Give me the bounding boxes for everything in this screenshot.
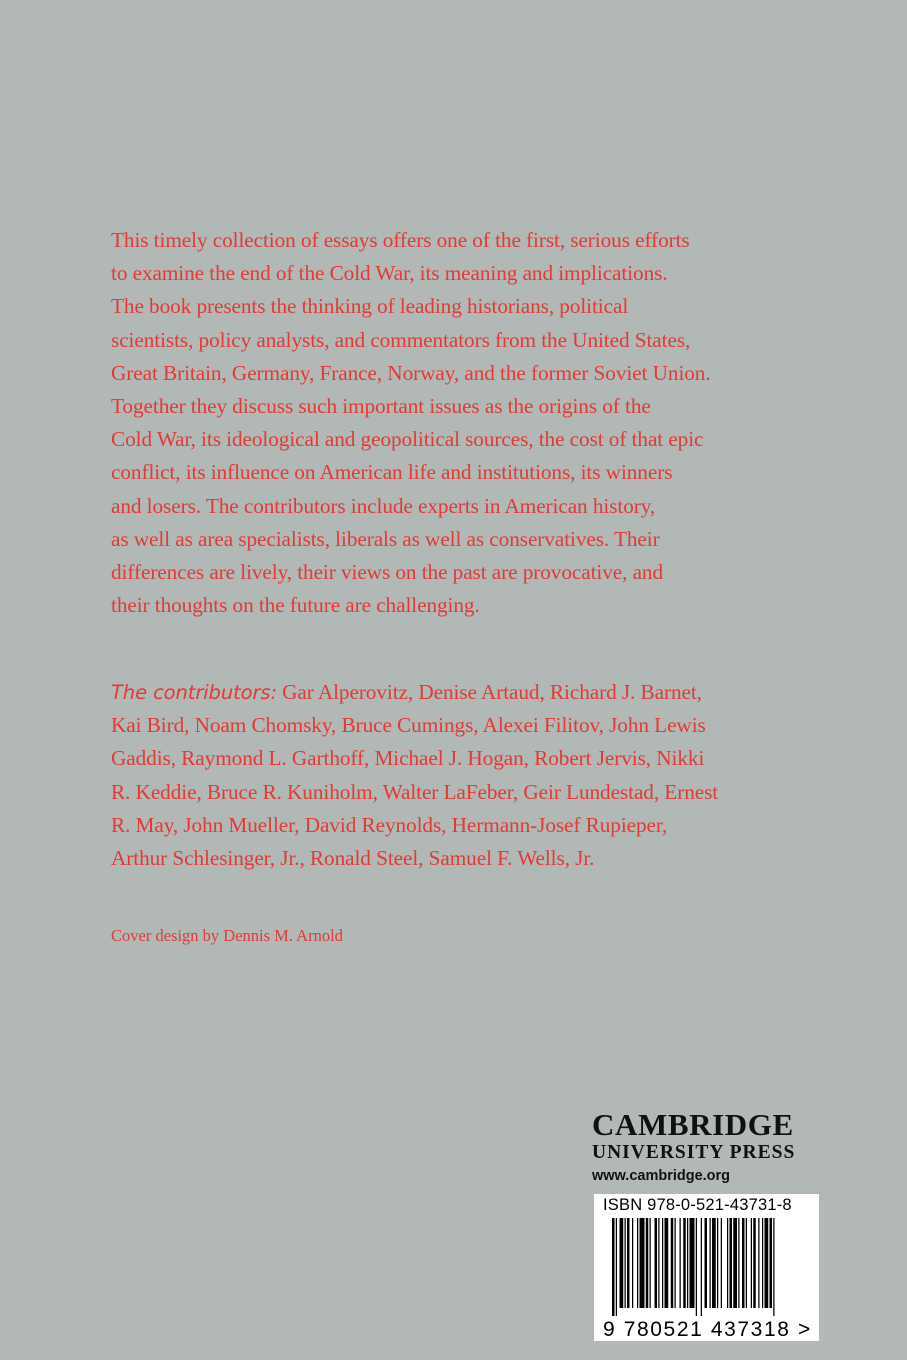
barcode-bar bbox=[730, 1218, 733, 1308]
barcode-marker: > bbox=[798, 1318, 811, 1341]
barcode-bar bbox=[727, 1218, 728, 1308]
barcode-bar bbox=[765, 1218, 769, 1308]
barcode-bar bbox=[687, 1218, 688, 1308]
barcode-bar bbox=[705, 1218, 708, 1308]
barcode-bar bbox=[690, 1218, 695, 1308]
barcode bbox=[594, 1218, 819, 1341]
barcode-bar bbox=[773, 1218, 774, 1316]
barcode-bar bbox=[620, 1218, 624, 1308]
barcode-bar bbox=[675, 1218, 676, 1308]
barcode-bar bbox=[658, 1218, 659, 1308]
publisher-url: www.cambridge.org bbox=[592, 1168, 731, 1184]
barcode-bar bbox=[710, 1218, 711, 1308]
barcode-bar bbox=[701, 1218, 702, 1316]
barcode-bar bbox=[627, 1218, 630, 1308]
barcode-bar bbox=[655, 1218, 658, 1308]
barcode-bar bbox=[717, 1218, 718, 1308]
barcode-bar bbox=[680, 1218, 681, 1308]
barcode-bar bbox=[637, 1218, 638, 1308]
barcode-bars bbox=[612, 1218, 775, 1316]
contributors-paragraph bbox=[111, 676, 791, 875]
barcode-bar bbox=[712, 1218, 716, 1308]
barcode-bar bbox=[770, 1218, 773, 1308]
barcode-bar bbox=[733, 1218, 737, 1308]
barcode-bar bbox=[671, 1218, 674, 1308]
barcode-bar bbox=[683, 1218, 686, 1308]
isbn-label: ISBN 978-0-521-43731-8 bbox=[603, 1196, 792, 1214]
barcode-bar bbox=[632, 1218, 633, 1308]
barcode-bar bbox=[662, 1218, 663, 1308]
barcode-bar bbox=[758, 1218, 759, 1308]
cover-design-credit: Cover design by Dennis M. Arnold bbox=[111, 926, 343, 945]
barcode-bar bbox=[746, 1218, 747, 1308]
barcode-bar bbox=[625, 1218, 626, 1308]
barcode-bar bbox=[696, 1218, 697, 1316]
barcode-bar bbox=[640, 1218, 645, 1308]
barcode-digits: 9 780521 437318 bbox=[603, 1318, 791, 1341]
barcode-bar bbox=[646, 1218, 649, 1308]
barcode-bar bbox=[751, 1218, 752, 1308]
barcode-bar bbox=[612, 1218, 615, 1316]
publisher-subtitle: UNIVERSITY PRESS bbox=[592, 1142, 796, 1163]
blurb-text: This timely collection of essays offers one of the first, serious efforts to examine the end of the Cold War, its meaning and implications. The book presents the thinking of leading historians, political scientists, policy analysts, and commentators from the United States, Great Britain, Germany, France, Norway, and the former Soviet Union. Together they discuss such important issues as the origins of the Cold War, its ideological and geopolitical sources, the cost of that epic conflict, its influence on American life and institutions, its winners and losers. The contributors include experts in American history, as well as area specialists, liberals as well as conservatives. Their differences are lively, their views on the past are provocative, and their thoughts on the future are challenging. bbox=[111, 228, 711, 618]
publisher-logo bbox=[592, 1108, 820, 1186]
barcode-bar bbox=[742, 1218, 745, 1308]
publisher-name: CAMBRIDGE bbox=[592, 1107, 794, 1142]
barcode-bar bbox=[753, 1218, 756, 1308]
barcode-bar bbox=[738, 1218, 739, 1308]
isbn-barcode-box bbox=[594, 1194, 819, 1341]
contributors-names: Gar Alperovitz, Denise Artaud, Richard J. Barnet, Kai Bird, Noam Chomsky, Bruce Cumings, Alexei Filitov, John Lewis Gaddis, Raymond L. Garthoff, Michael J. Hogan, Robert Jervis, Nikki R. Keddie, Bruce R. Kuniholm, Walter LaFeber, Geir Lundestad, Ernest R. May, John Mueller, David Reynolds, Hermann-Josef Rupieper, Arthur Schlesinger, Jr., Ronald Steel, Samuel F. Wells, Jr. bbox=[111, 680, 719, 871]
contributors-lead: The contributors: bbox=[111, 681, 277, 704]
barcode-bar bbox=[665, 1218, 669, 1308]
barcode-bar bbox=[762, 1218, 763, 1308]
barcode-bar bbox=[616, 1218, 617, 1316]
barcode-bar bbox=[650, 1218, 651, 1308]
barcode-bar bbox=[721, 1218, 722, 1308]
